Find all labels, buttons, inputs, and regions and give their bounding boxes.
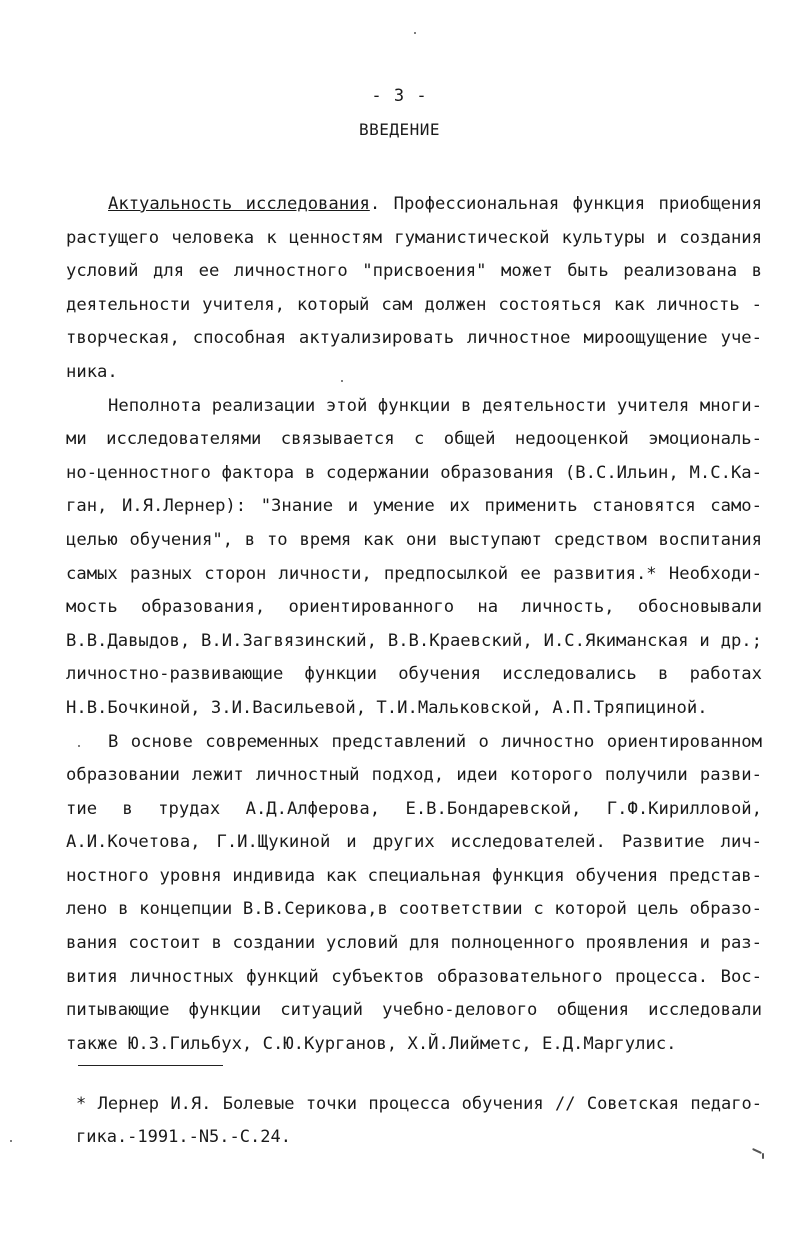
scan-speck — [762, 1153, 764, 1159]
paragraph-line: мость образования, ориентированного на личность, обосновывали — [66, 597, 762, 618]
paragraph-line: А.И.Кочетова, Г.И.Щукиной и других исследователей. Развитие лич- — [66, 832, 762, 853]
paragraph-line: В основе современных представлений о личностно ориентированном — [108, 731, 762, 752]
paragraph-line: личностно-развивающие функции обучения исследовались в работах — [66, 664, 762, 685]
paragraph-line: Неполнота реализации этой функции в деятельности учителя многи- — [108, 395, 762, 416]
scan-speck — [414, 32, 416, 34]
paragraph-line: Н.В.Бочкиной, З.И.Васильевой, Т.И.Мальковской, А.П.Тряпициной. — [66, 697, 708, 718]
paragraph-line: ностного уровня индивида как специальная функция обучения представ- — [66, 865, 762, 886]
paragraph-line: В.В.Давыдов, В.И.Загвязинский, В.В.Краевский, И.С.Якиманская и др.; — [66, 630, 762, 651]
paragraph-line: деятельности учителя, который сам должен состояться как личность - — [66, 294, 762, 315]
scan-speck — [78, 745, 80, 747]
paragraph-line: также Ю.З.Гильбух, С.Ю.Курганов, Х.Й.Лийметс, Е.Д.Маргулис. — [66, 1033, 677, 1054]
paragraph-1-lead-rest: . Профессиональная функция приобщения — [369, 194, 762, 214]
paragraph-line: образовании лежит личностный подход, идеи которого получили разви- — [66, 765, 762, 786]
paragraph-line: ми исследователями связывается с общей недооценкой эмоциональ- — [66, 429, 762, 450]
footnote-line: гика.-1991.-N5.-С.24. — [76, 1127, 291, 1147]
paragraph-line: ган, И.Я.Лернер): "Знание и умение их применить становятся само- — [66, 496, 762, 517]
paragraph-line: растущего человека к ценностям гуманистической культуры и создания — [66, 227, 762, 248]
paragraph-line: условий для ее личностного "присвоения" может быть реализована в — [66, 261, 762, 282]
paragraph-line: но-ценностного фактора в содержании образования (В.С.Ильин, М.С.Ка- — [66, 462, 762, 483]
footnote-separator — [78, 1065, 223, 1066]
paragraph-line: тие в трудах А.Д.Алферова, Е.В.Бондаревской, Г.Ф.Кирилловой, — [66, 798, 762, 819]
body-text — [66, 188, 762, 1061]
section-heading: ВВЕДЕНИЕ — [358, 120, 441, 139]
paragraph-line: целью обучения", в то время как они выступают средством воспитания — [66, 529, 762, 550]
paragraph-line: питывающие функции ситуаций учебно-делового общения исследовали — [66, 1000, 762, 1021]
footnote-line: * Лернер И.Я. Болевые точки процесса обучения // Советская педаго- — [76, 1094, 762, 1114]
paragraph-line: творческая, способная актуализировать личностное мироощущение уче- — [66, 328, 762, 349]
scan-speck — [10, 1140, 12, 1142]
paragraph-line: лено в концепции В.В.Серикова,в соответствии с которой цель образо- — [66, 899, 762, 920]
topic-relevance-label: Актуальность исследования — [108, 194, 370, 214]
paragraph-line: ника. — [66, 361, 118, 382]
scan-speck — [341, 380, 343, 382]
footnote — [76, 1088, 762, 1154]
paragraph-line: самых разных сторон личности, предпосылкой ее развития.* Необходи- — [66, 563, 762, 584]
paragraph-1-line-1 — [66, 188, 762, 222]
paragraph-line: вания состоит в создании условий для полноценного проявления и раз- — [66, 933, 762, 954]
page-number: - 3 - — [371, 86, 428, 106]
paragraph-line: вития личностных функций субъектов образовательного процесса. Вос- — [66, 966, 762, 987]
